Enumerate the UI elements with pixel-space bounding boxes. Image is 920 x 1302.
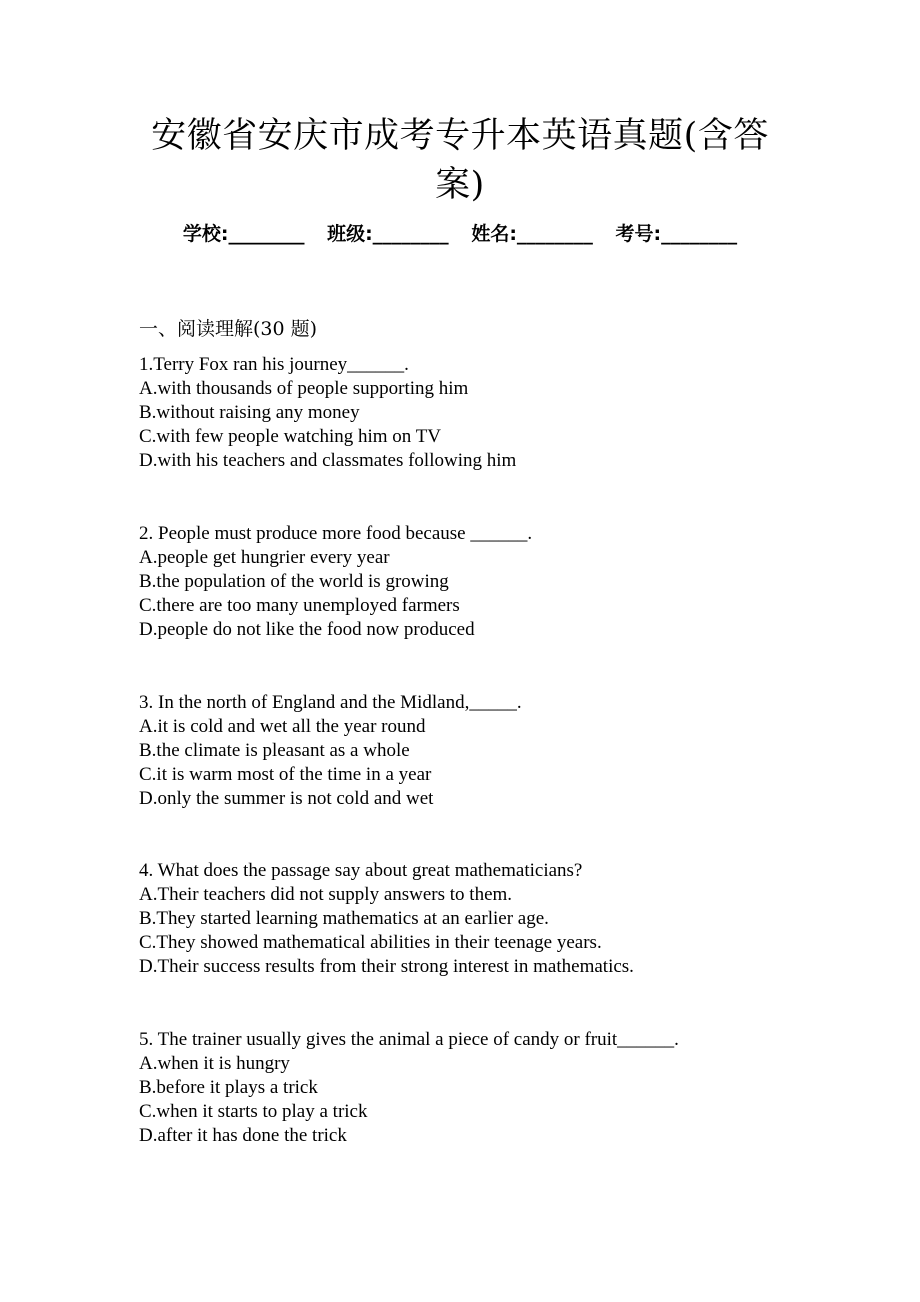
name-field: 姓名:________ (471, 223, 593, 245)
question-stem: 4. What does the passage say about great mathematicians? (139, 860, 583, 881)
question-2 (139, 522, 839, 642)
document-title: 安徽省安庆市成考专升本英语真题(含答案) (151, 116, 769, 205)
option-c: C.They showed mathematical abilities in their teenage years. (139, 932, 602, 953)
option-a: A.with thousands of people supporting him (139, 378, 469, 399)
student-info-line (0, 221, 920, 247)
option-b: B.before it plays a trick (139, 1077, 318, 1098)
question-4 (139, 859, 839, 979)
option-c: C.when it starts to play a trick (139, 1101, 368, 1122)
class-field: 班级:________ (327, 223, 449, 245)
option-a: A.people get hungrier every year (139, 547, 390, 568)
option-d: D.Their success results from their strong interest in mathematics. (139, 956, 634, 977)
question-stem: 5. The trainer usually gives the animal a piece of candy or fruit______. (139, 1029, 679, 1050)
option-b: B.the climate is pleasant as a whole (139, 740, 410, 761)
option-a: A.when it is hungry (139, 1053, 290, 1074)
option-b: B.the population of the world is growing (139, 571, 449, 592)
question-stem: 1.Terry Fox ran his journey______. (139, 354, 409, 375)
option-a: A.it is cold and wet all the year round (139, 716, 426, 737)
option-d: D.only the summer is not cold and wet (139, 788, 434, 809)
option-a: A.Their teachers did not supply answers to them. (139, 884, 513, 905)
question-5 (139, 1028, 839, 1148)
option-c: C.with few people watching him on TV (139, 426, 442, 447)
question-stem: 3. In the north of England and the Midland,_____. (139, 692, 522, 713)
question-3 (139, 691, 839, 811)
section-title: 一、阅读理解(30 题) (139, 318, 318, 340)
option-c: C.it is warm most of the time in a year (139, 764, 432, 785)
school-field: 学校:________ (182, 223, 305, 245)
option-d: D.with his teachers and classmates following him (139, 450, 517, 471)
option-b: B.They started learning mathematics at an earlier age. (139, 908, 549, 929)
question-stem: 2. People must produce more food because ______. (139, 523, 533, 544)
option-c: C.there are too many unemployed farmers (139, 595, 460, 616)
exam-number-field: 考号:________ (615, 223, 738, 245)
question-1 (139, 353, 839, 473)
option-d: D.after it has done the trick (139, 1125, 347, 1146)
option-d: D.people do not like the food now produced (139, 619, 475, 640)
option-b: B.without raising any money (139, 402, 360, 423)
